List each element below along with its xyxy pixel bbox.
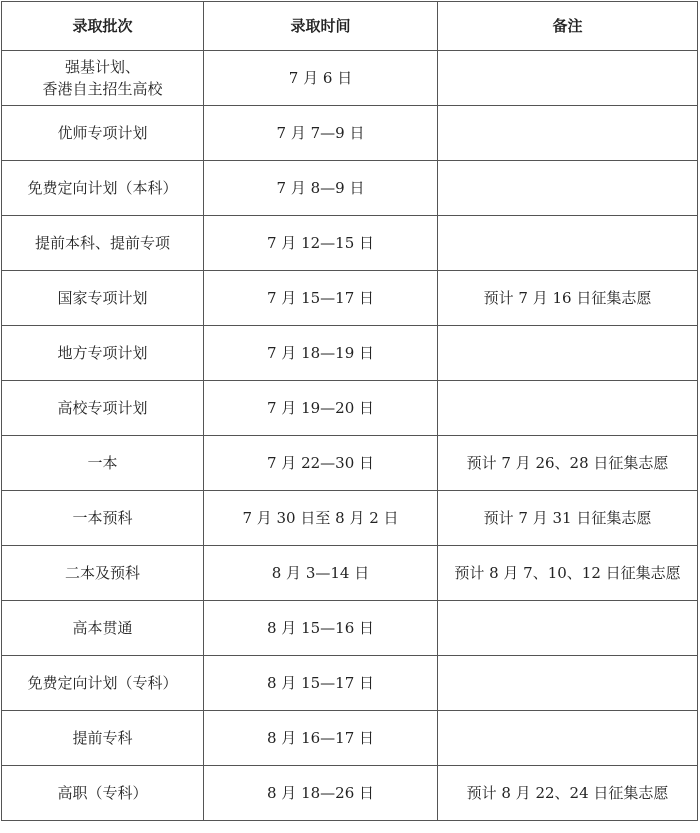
table-row [2, 216, 698, 271]
batch-cell: 高职（专科） [2, 766, 204, 821]
note-cell [438, 656, 698, 711]
header-row [2, 2, 698, 51]
time-cell: 7 月 7—9 日 [204, 106, 438, 161]
note-cell [438, 161, 698, 216]
batch-cell [2, 51, 204, 106]
time-cell: 7 月 22—30 日 [204, 436, 438, 491]
time-cell: 7 月 6 日 [204, 51, 438, 106]
table-row [2, 51, 698, 106]
table-row [2, 106, 698, 161]
time-cell: 8 月 15—17 日 [204, 656, 438, 711]
time-cell: 8 月 3—14 日 [204, 546, 438, 601]
batch-cell: 国家专项计划 [2, 271, 204, 326]
batch-cell: 免费定向计划（专科） [2, 656, 204, 711]
batch-line: 香港自主招生高校 [42, 80, 163, 98]
table-row [2, 656, 698, 711]
batch-cell: 地方专项计划 [2, 326, 204, 381]
batch-cell: 提前专科 [2, 711, 204, 766]
time-cell: 7 月 18—19 日 [204, 326, 438, 381]
table-body [2, 51, 698, 821]
note-cell [438, 711, 698, 766]
batch-cell: 免费定向计划（本科） [2, 161, 204, 216]
table-header [2, 2, 698, 51]
header-time: 录取时间 [204, 2, 438, 51]
time-cell: 7 月 12—15 日 [204, 216, 438, 271]
batch-cell: 提前本科、提前专项 [2, 216, 204, 271]
admission-schedule-table [1, 1, 698, 821]
table-row [2, 601, 698, 656]
batch-line: 强基计划、 [64, 58, 140, 76]
batch-cell: 一本预科 [2, 491, 204, 546]
table-row [2, 326, 698, 381]
batch-cell: 一本 [2, 436, 204, 491]
note-cell: 预计 7 月 31 日征集志愿 [438, 491, 698, 546]
table-row [2, 436, 698, 491]
time-cell: 8 月 18—26 日 [204, 766, 438, 821]
time-cell: 7 月 19—20 日 [204, 381, 438, 436]
note-cell [438, 381, 698, 436]
time-cell: 8 月 15—16 日 [204, 601, 438, 656]
table-row [2, 271, 698, 326]
header-batch: 录取批次 [2, 2, 204, 51]
note-cell: 预计 7 月 26、28 日征集志愿 [438, 436, 698, 491]
table-row [2, 161, 698, 216]
time-cell: 7 月 15—17 日 [204, 271, 438, 326]
batch-cell: 优师专项计划 [2, 106, 204, 161]
time-cell: 7 月 30 日至 8 月 2 日 [204, 491, 438, 546]
note-cell: 预计 8 月 22、24 日征集志愿 [438, 766, 698, 821]
note-cell: 预计 8 月 7、10、12 日征集志愿 [438, 546, 698, 601]
table-row [2, 491, 698, 546]
note-cell [438, 106, 698, 161]
note-cell [438, 326, 698, 381]
time-cell: 8 月 16—17 日 [204, 711, 438, 766]
table-row [2, 546, 698, 601]
table-row [2, 766, 698, 821]
batch-cell: 高校专项计划 [2, 381, 204, 436]
table-row [2, 711, 698, 766]
table-row [2, 381, 698, 436]
note-cell: 预计 7 月 16 日征集志愿 [438, 271, 698, 326]
header-note: 备注 [438, 2, 698, 51]
batch-cell: 二本及预科 [2, 546, 204, 601]
note-cell [438, 601, 698, 656]
note-cell [438, 216, 698, 271]
batch-cell: 高本贯通 [2, 601, 204, 656]
note-cell [438, 51, 698, 106]
time-cell: 7 月 8—9 日 [204, 161, 438, 216]
